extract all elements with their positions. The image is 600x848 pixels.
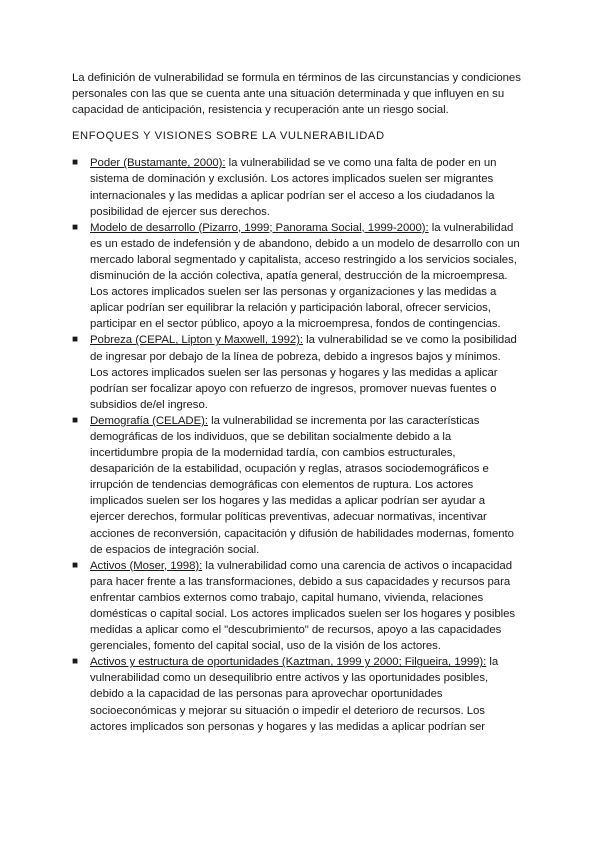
- item-text: la vulnerabilidad se incrementa por las características demográficas de los individuos, que se debilitan socialmente debido a la incertidumbre propia de la modernidad tardía, con cambios estructurales, desaparición de la estabilidad, ocupación y reglas, atrasos sociodemográficos e irrupción de tendencias demográficas con elementos de ruptura. Los actores implicados suelen ser los hogares y las medidas a aplicar podrían ser ayudar a ejercer derechos, formular políticas preventivas, adecuar normativas, incentivar acciones de reconversión, capacitación y difusión de habilidades modernas, fomento de espacios de integración social.: [90, 414, 514, 556]
- bullet-icon: ■: [72, 334, 78, 346]
- item-text: la vulnerabilidad como una carencia de activos o incapacidad para hacer frente a las transformaciones, debido a sus capacidades y recursos para enfrentar cambios externos como trabajo, capital humano, vivienda, relaciones domésticas o capital social. Los actores implicados suelen ser los hogares y posibles medidas a aplicar como el "descubrimiento" de recursos, apoyo a las capacidades gerenciales, fomento del capital social, uso de la visión de los actores.: [90, 559, 516, 653]
- item-heading: Demografía (CELADE):: [90, 414, 209, 427]
- item-heading: Activos (Moser, 1998):: [90, 559, 203, 572]
- item-text: la vulnerabilidad se ve como una falta de poder en un sistema de dominación y exclusión. Los actores implicados suelen ser migrantes internacionales y las medidas a aplicar podrían ser el acceso a los ciudadanos la posibilidad de ejercer sus derechos.: [90, 157, 497, 218]
- list-item: [72, 654, 522, 734]
- item-heading: Activos y estructura de oportunidades (Kaztman, 1999 y 2000; Filgueira, 1999):: [90, 656, 487, 669]
- bullet-icon: ■: [72, 559, 78, 571]
- list-item: [72, 332, 522, 412]
- bullet-icon: ■: [72, 414, 78, 426]
- list-item: [72, 220, 522, 333]
- approaches-list: [72, 155, 522, 734]
- list-item: [72, 413, 522, 558]
- item-text: la vulnerabilidad es un estado de indefensión y de abandono, debido a un modelo de desarrollo con un mercado laboral segmentado y capitalista, acceso restringido a los servicios sociales, disminución de la acción colectiva, apatía general, destrucción de la microempresa. Los actores implicados suelen ser las personas y organizaciones y las medidas a aplicar podrían ser equilibrar la relación y participación laboral, ofrecer servicios, participar en el sector público, apoyo a la microempresa, fondos de contingencias.: [90, 221, 520, 331]
- bullet-icon: ■: [72, 157, 78, 169]
- item-text: la vulnerabilidad se ve como la posibilidad de ingresar por debajo de la línea de pobreza, debido a ingresos bajos y mínimos. Los actores implicados suelen ser las personas y hogares y las medidas a aplicar podrían ser focalizar apoyo con refuerzo de ingresos, promover nuevas fuentes o subsidios de/el ingreso.: [90, 334, 517, 411]
- section-heading: ENFOQUES Y VISIONES SOBRE LA VULNERABILIDAD: [72, 130, 385, 143]
- list-item: [72, 155, 522, 219]
- list-item: [72, 558, 522, 655]
- bullet-icon: ■: [72, 221, 78, 233]
- bullet-icon: ■: [72, 656, 78, 668]
- item-heading: Pobreza (CEPAL, Lipton y Maxwell, 1992):: [90, 334, 304, 347]
- document-body: [72, 70, 522, 735]
- item-heading: Modelo de desarrollo (Pizarro, 1999; Panorama Social, 1999-2000):: [90, 221, 429, 234]
- item-text: la vulnerabilidad como un desequilibrio entre activos y las oportunidades posibles, debido a la capacidad de las personas para aprovechar oportunidades socioeconómicas y mejorar su situación o impedir el deterioro de recursos. Los actores implicados son personas y hogares y las medidas a aplicar podrían ser: [90, 656, 499, 733]
- item-heading: Poder (Bustamante, 2000):: [90, 157, 226, 170]
- intro-paragraph: La definición de vulnerabilidad se formula en términos de las circunstancias y condiciones personales con las que se cuenta ante una situación determinada y que influyen en su capacidad de anticipación, resistencia y recuperación ante un riesgo social.: [72, 72, 521, 117]
